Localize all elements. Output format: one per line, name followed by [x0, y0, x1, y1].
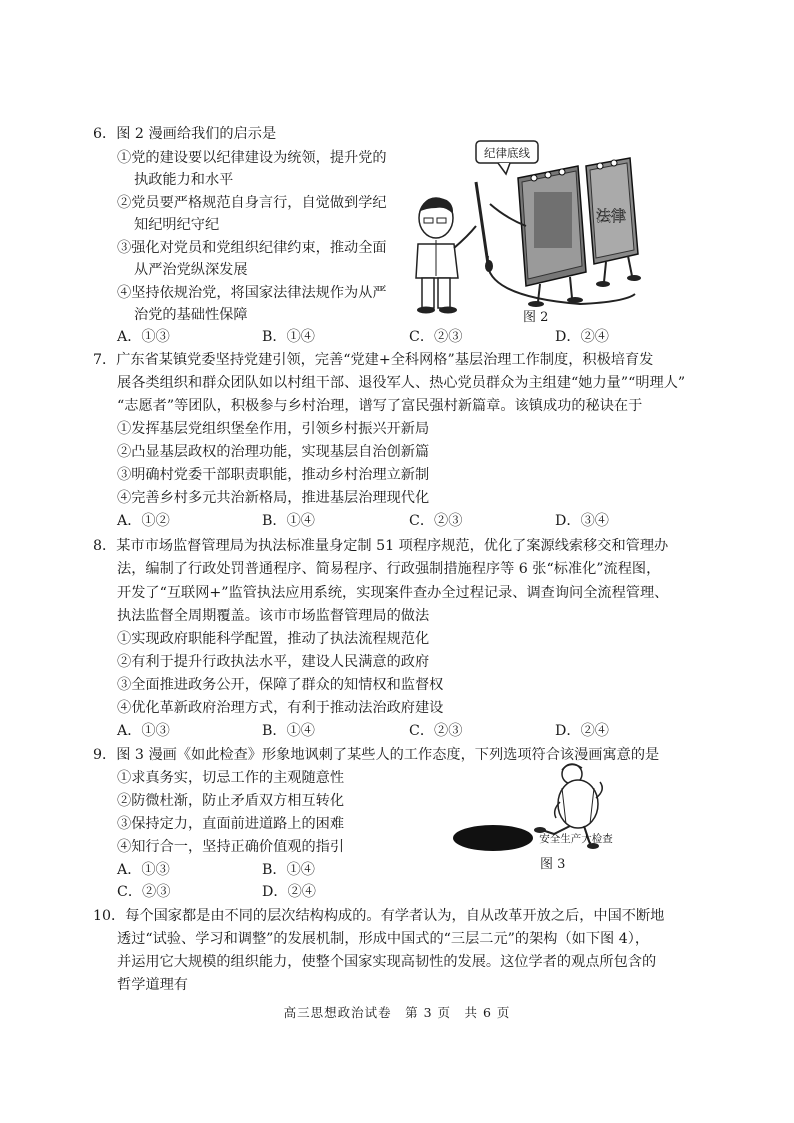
- q8-option-d: D．②④: [555, 723, 609, 739]
- law-book: [586, 158, 641, 287]
- q8-stem-line-4: 执法监督全周期覆盖。该市市场监督管理局的做法: [117, 608, 430, 624]
- q8-statement-3: ③全面推进政务公开，保障了群众的知情权和监督权: [117, 677, 444, 693]
- q7-statement-3: ③明确村党委干部职责职能，推动乡村治理立新制: [117, 467, 430, 483]
- q10-stem-line-3: 并运用它大规模的组织能力，使整个国家实现高韧性的发展。这位学者的观点所包含的: [117, 954, 657, 970]
- figure-3-label: 安全生产大检查: [539, 833, 613, 845]
- q6-option-c: C．②③: [409, 329, 463, 345]
- q7-option-a: A．①②: [117, 513, 170, 529]
- q6-statement-3: ③强化对党员和党组织纪律约束，推动全面: [117, 240, 387, 256]
- page-footer: 高三思想政治试卷 第 3 页 共 6 页: [283, 1005, 511, 1020]
- figure-3-caption: 图 3: [540, 857, 566, 872]
- q8-stem-line-2: 法，编制了行政处罚普通程序、简易程序、行政强制措施程序等 6 张“标准化”流程图，: [117, 561, 661, 577]
- q7-stem-line-3: “志愿者”等团队，积极参与乡村治理，谱写了富民强村新篇章。该镇成功的秘诀在于: [117, 398, 643, 414]
- pit-hole: [453, 825, 533, 851]
- q8-statement-2: ②有利于提升行政执法水平，建设人民满意的政府: [117, 654, 430, 670]
- q6-option-a: A．①③: [117, 329, 170, 345]
- q7-option-b: B．①④: [262, 513, 315, 529]
- sign-text: 纪律底线: [484, 146, 530, 160]
- q7-option-d: D．③④: [555, 513, 609, 529]
- q9-statement-2: ②防微杜渐，防止矛盾双方相互转化: [117, 793, 345, 809]
- q7-option-c: C．②③: [409, 513, 463, 529]
- figure-2-cartoon: [410, 126, 645, 324]
- figure-2-caption: 图 2: [523, 310, 549, 325]
- sign-pointer: [498, 163, 510, 174]
- q10-stem-line-2: 透过“试验、学习和调整”的发展机制，形成中国式的“三层二元”的架构（如下图 4），: [117, 931, 650, 947]
- q8-stem-line-1: 8．某市市场监督管理局为执法标准量身定制 51 项程序规范，优化了案源线索移交和管理办: [93, 538, 669, 554]
- q8-statement-4: ④优化革新政府治理方式，有利于推动法治政府建设: [117, 700, 444, 716]
- q8-option-a: A．①③: [117, 723, 170, 739]
- q7-statement-2: ②凸显基层政权的治理功能，实现基层自治创新篇: [117, 444, 430, 460]
- q9-option-d: D．②④: [262, 884, 316, 900]
- brush-tip: [485, 260, 493, 272]
- q7-stem-line-2: 展各类组织和群众团队如以村组干部、退役军人、热心党员群众为主组建“她力量”“明理人”: [117, 375, 686, 391]
- person-figure: [416, 198, 476, 314]
- q8-option-c: C．②③: [409, 723, 463, 739]
- q6-statement-1-cont: 执政能力和水平: [134, 172, 234, 188]
- q9-option-c: C．②③: [117, 884, 171, 900]
- q9-option-a: A．①③: [117, 862, 170, 878]
- q8-statement-1: ①实现政府职能科学配置，推动了执法流程规范化: [117, 631, 430, 647]
- q9-option-b: B．①④: [262, 862, 315, 878]
- q7-stem-line-1: 7．广东省某镇党委坚持党建引领，完善“党建+全科网格”基层治理工作制度，积极培育发: [93, 352, 654, 368]
- q10-stem-line-1: 10．每个国家都是由不同的层次结构构成的。有学者认为，自从改革开放之后，中国不断地: [93, 908, 665, 924]
- q8-option-b: B．①④: [262, 723, 315, 739]
- q6-option-d: D．②④: [555, 329, 609, 345]
- q7-statement-4: ④完善乡村多元共治新格局，推进基层治理现代化: [117, 490, 430, 506]
- q9-statement-3: ③保持定力，直面前进道路上的困难: [117, 816, 345, 832]
- q6-statement-2-cont: 知纪明纪守纪: [134, 217, 220, 233]
- q6-statement-2: ②党员要严格规范自身言行，自觉做到学纪: [117, 195, 387, 211]
- q9-stem: 9．图 3 漫画《如此检查》形象地讽刺了某些人的工作态度，下列选项符合该漫画寓意的是: [93, 747, 660, 763]
- law-book-text: 法律: [595, 207, 627, 225]
- q6-statement-3-cont: 从严治党纵深发展: [134, 262, 248, 278]
- q7-statement-1: ①发挥基层党组织堡垒作用，引领乡村振兴开新局: [117, 421, 430, 437]
- q9-statement-4: ④知行合一，坚持正确价值观的指引: [117, 839, 345, 855]
- q6-statement-4-cont: 治党的基础性保障: [134, 307, 248, 323]
- q6-option-b: B．①④: [262, 329, 315, 345]
- q6-statement-4: ④坚持依规治党，将国家法律法规作为从严: [117, 285, 387, 301]
- figure-3-cartoon: [450, 758, 650, 868]
- q6-stem: 6．图 2 漫画给我们的启示是: [93, 126, 277, 142]
- q6-statement-1: ①党的建设要以纪律建设为统领，提升党的: [117, 150, 387, 166]
- brush-pole: [476, 182, 488, 264]
- q9-statement-1: ①求真务实，切忌工作的主观随意性: [117, 770, 345, 786]
- q10-stem-line-4: 哲学道理有: [117, 977, 188, 993]
- q8-stem-line-3: 开发了“互联网+”监管执法应用系统，实现案件查办全过程记录、调查询问全流程管理、: [117, 585, 669, 601]
